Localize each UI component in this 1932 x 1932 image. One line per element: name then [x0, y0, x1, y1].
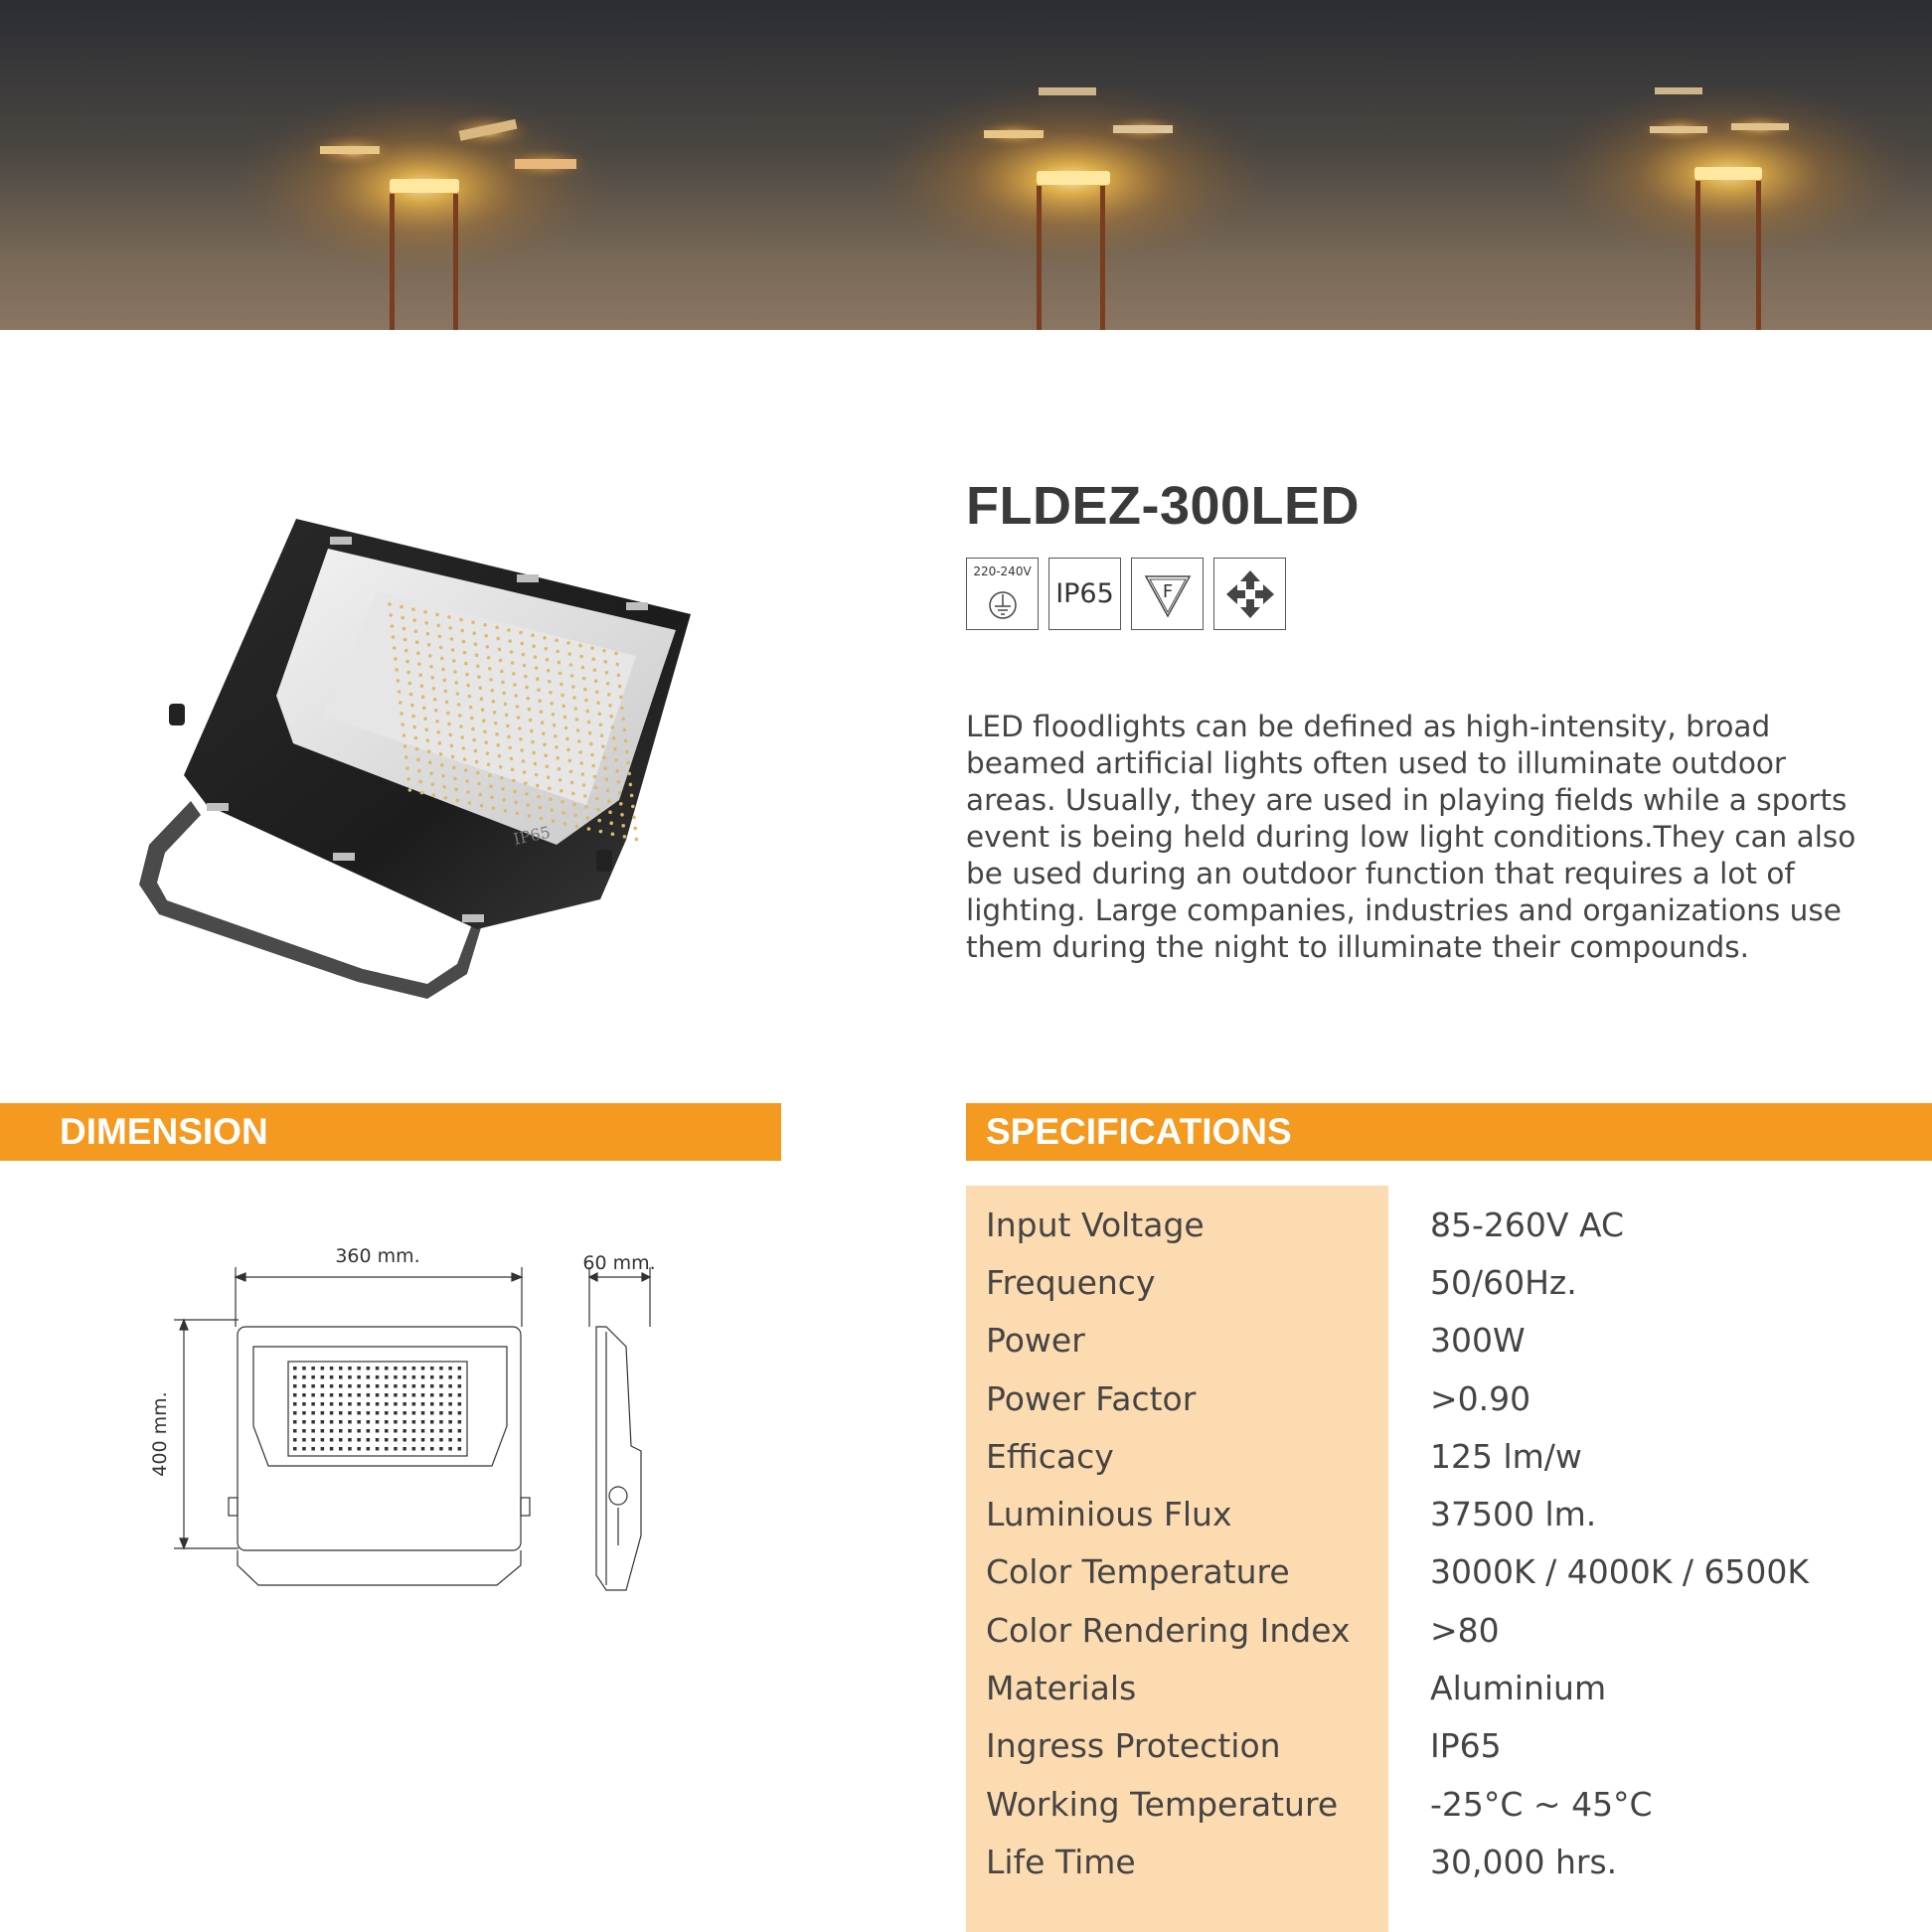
- spec-label: Color Temperature: [986, 1552, 1290, 1592]
- product-title: FLDEZ-300LED: [966, 476, 1361, 536]
- certification-icons: [966, 558, 1286, 630]
- beam-arrows-icon: [1213, 558, 1286, 630]
- spec-label: Power Factor: [986, 1378, 1197, 1418]
- spec-row: [986, 1659, 1809, 1716]
- spec-value: >0.90: [1430, 1378, 1531, 1418]
- spec-value: >80: [1430, 1610, 1500, 1650]
- spec-row: [986, 1369, 1809, 1427]
- spec-label: Efficacy: [986, 1436, 1114, 1476]
- spec-label: Materials: [986, 1669, 1137, 1708]
- spec-value: 300W: [1430, 1321, 1526, 1361]
- ip65-label: IP65: [1055, 578, 1114, 609]
- spec-label: Working Temperature: [986, 1784, 1339, 1824]
- spec-row: [986, 1543, 1809, 1601]
- voltage-label: 220-240V: [973, 564, 1032, 578]
- spec-row: [986, 1312, 1809, 1369]
- depth-dimension-label: 60 mm.: [582, 1252, 656, 1274]
- spec-value: 125 lm/w: [1430, 1436, 1582, 1476]
- spec-row: [986, 1485, 1809, 1542]
- spec-value: 30,000 hrs.: [1430, 1842, 1618, 1881]
- width-dimension-label: 360 mm.: [335, 1245, 420, 1267]
- f-mark-label: F: [1162, 580, 1173, 602]
- ip-badge-text: IP65: [511, 822, 553, 849]
- spec-row: [986, 1775, 1809, 1833]
- spec-value: 85-260V AC: [1430, 1205, 1624, 1244]
- spec-value: 50/60Hz.: [1430, 1262, 1577, 1302]
- spec-label: Ingress Protection: [986, 1726, 1281, 1766]
- spec-row: [986, 1717, 1809, 1775]
- spec-label: Luminious Flux: [986, 1495, 1232, 1534]
- spec-row: [986, 1601, 1809, 1659]
- spec-row: [986, 1833, 1809, 1890]
- product-description: LED floodlights can be defined as high-intensity, broad beamed artificial lights often used to illuminate outdoor areas. Usually, they are used in playing fields while a sports event is being held during low light conditions.They can also be used during an outdoor function that requires a lot of lighting. Large companies, industries and organizations use them during the night to illuminate their compounds.: [966, 710, 1856, 964]
- spec-label: Color Rendering Index: [986, 1610, 1351, 1650]
- dimension-drawing: [139, 1237, 676, 1605]
- spec-label: Life Time: [986, 1842, 1136, 1881]
- floodlight-product-image: [129, 507, 706, 1024]
- spec-row: [986, 1427, 1809, 1485]
- height-dimension-label: 400 mm.: [149, 1391, 171, 1477]
- stadium-lights-image: [0, 0, 1932, 330]
- spec-label: Input Voltage: [986, 1205, 1205, 1244]
- technical-drawing: [139, 1237, 676, 1605]
- spec-label: Frequency: [986, 1262, 1156, 1302]
- specifications-header: SPECIFICATIONS: [966, 1103, 1932, 1161]
- spec-value: Aluminium: [1430, 1669, 1607, 1708]
- ground-symbol-icon: [983, 585, 1023, 625]
- spec-label: Power: [986, 1321, 1085, 1361]
- specifications-table: [986, 1196, 1809, 1891]
- spec-value: -25°C ~ 45°C: [1430, 1784, 1653, 1824]
- spec-row: [986, 1253, 1809, 1311]
- four-way-arrows-icon: [1220, 564, 1280, 624]
- hero-banner: [0, 0, 1932, 330]
- spec-row: [986, 1196, 1809, 1253]
- spec-value: 37500 lm.: [1430, 1495, 1597, 1534]
- spec-value: 3000K / 4000K / 6500K: [1430, 1552, 1810, 1592]
- spec-value: IP65: [1430, 1726, 1502, 1766]
- f-mark-icon: [1131, 558, 1204, 630]
- ground-voltage-icon: [966, 558, 1039, 630]
- ip65-icon: [1048, 558, 1121, 630]
- floodlight-illustration: [129, 507, 706, 1024]
- f-triangle-icon: [1138, 564, 1198, 624]
- dimension-header: DIMENSION: [0, 1103, 781, 1161]
